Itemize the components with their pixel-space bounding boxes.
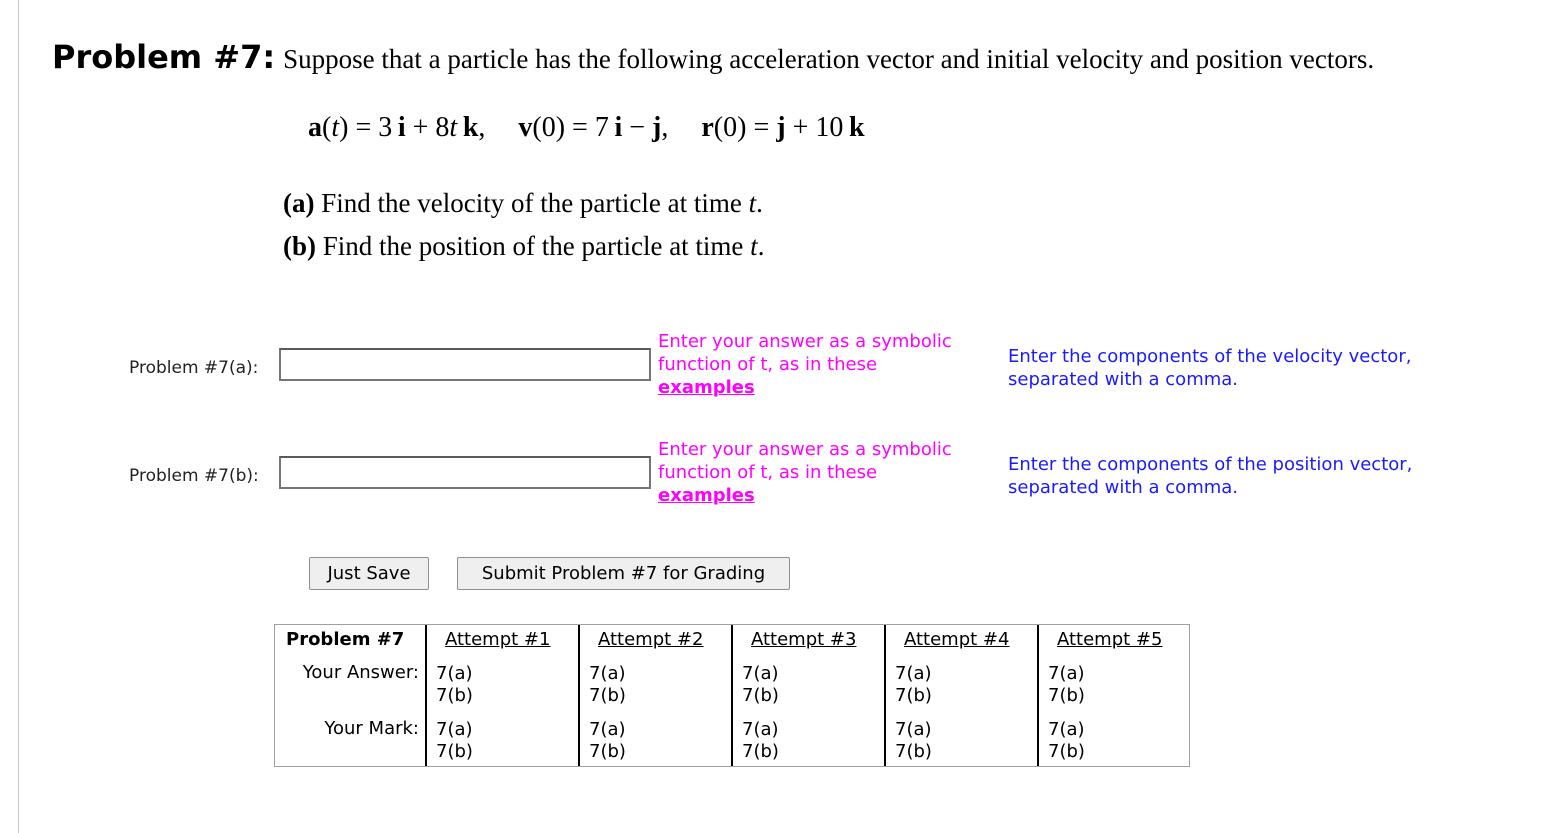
answer-b-hint-text: Enter your answer as a symbolic function of t, as in these [658,439,952,483]
unit-k: k [848,112,865,143]
mark-part-b: 7(b) [1048,741,1085,762]
attempt-column [731,625,884,766]
attempt-answer [436,663,473,707]
attempt-link[interactable]: Attempt #3 [751,629,857,650]
equals-sign: = [355,112,372,143]
attempt-answer [895,663,932,707]
unit-k: k [462,112,479,143]
mark-part-a: 7(a) [436,719,473,740]
part-a-label: (a) [283,188,315,218]
position-symbol: r [701,112,714,143]
attempt-column [884,625,1037,766]
time-var: t [750,231,758,261]
initial-arg: (0) [713,112,747,143]
attempt-link[interactable]: Attempt #1 [445,629,551,650]
plus-sign: + [792,112,809,143]
your-mark-label: Your Mark: [324,718,419,739]
initial-arg: (0) [532,112,566,143]
mark-part-a: 7(a) [742,719,779,740]
acceleration-symbol: a [308,112,322,143]
coef: 7 [594,112,609,143]
mark-part-a: 7(a) [589,719,626,740]
mark-part-b: 7(b) [436,741,473,762]
answer-part-b: 7(b) [1048,685,1085,706]
history-header: Problem #7 [286,629,405,650]
attempt-history-table [274,624,1190,767]
answer-b-hint [658,438,988,507]
part-a-question [283,188,763,219]
unit-i: i [614,112,623,143]
answer-a-hint-text: Enter your answer as a symbolic function of t, as in these [658,331,952,375]
part-b-label: (b) [283,231,316,261]
part-a-text: Find the velocity of the particle at time [321,188,742,218]
answer-part-b: 7(b) [589,685,626,706]
equals-sign: = [753,112,770,143]
answer-a-description: Enter the components of the velocity vector, separated with a comma. [1008,346,1412,390]
attempt-mark [1048,719,1085,763]
mark-part-b: 7(b) [742,741,779,762]
answer-b-input[interactable] [279,456,651,489]
answer-part-a: 7(a) [436,663,473,684]
attempt-mark [895,719,932,763]
answer-part-a: 7(a) [742,663,779,684]
problem-intro: Suppose that a particle has the following acceleration vector and initial velocity and position vectors. [283,44,1375,74]
unit-j: j [652,112,662,143]
answer-a-examples-link[interactable]: examples [658,377,755,398]
coef: 10 [815,112,844,143]
time-var: t [449,112,458,143]
attempt-column [578,625,731,766]
attempt-mark [589,719,626,763]
your-answer-label: Your Answer: [302,662,419,683]
answer-b-label: Problem #7(b): [129,466,259,486]
attempt-answer [1048,663,1085,707]
just-save-button[interactable]: Just Save [309,557,429,590]
answer-part-a: 7(a) [589,663,626,684]
mark-part-a: 7(a) [1048,719,1085,740]
answer-part-b: 7(b) [895,685,932,706]
attempt-link[interactable]: Attempt #2 [598,629,704,650]
velocity-symbol: v [518,112,533,143]
time-var: t [331,112,340,143]
problem-title: Problem #7: [52,38,276,76]
part-b-text: Find the position of the particle at time [322,231,744,261]
attempt-column [425,625,578,766]
comma: , [478,112,486,143]
submit-for-grading-button[interactable]: Submit Problem #7 for Grading [457,557,790,590]
attempt-column [1037,625,1190,766]
history-label-column [275,625,425,766]
answer-part-b: 7(b) [436,685,473,706]
attempt-link[interactable]: Attempt #4 [904,629,1010,650]
answer-b-description: Enter the components of the position vector, separated with a comma. [1008,454,1413,498]
attempt-mark [742,719,779,763]
coef: 8 [435,112,450,143]
problem-header [52,38,1374,76]
answer-part-b: 7(b) [742,685,779,706]
comma: , [661,112,669,143]
unit-i: i [397,112,406,143]
answer-part-a: 7(a) [1048,663,1085,684]
period: . [756,188,763,218]
mark-part-b: 7(b) [589,741,626,762]
time-var: t [748,188,757,218]
vector-equations: a(t) = 3 i + 8t k, v(0) = 7 i − j, r(0) = j + 10 k [308,112,865,143]
plus-sign: + [412,112,429,143]
answer-a-hint [658,330,988,399]
equals-sign: = [572,112,588,143]
mark-part-b: 7(b) [895,741,932,762]
mark-part-a: 7(a) [895,719,932,740]
answer-a-input[interactable] [279,348,651,381]
attempt-link[interactable]: Attempt #5 [1057,629,1163,650]
answer-part-a: 7(a) [895,663,932,684]
attempt-mark [436,719,473,763]
answer-b-examples-link[interactable]: examples [658,485,755,506]
minus-sign: − [629,112,646,143]
coef: 3 [378,112,393,143]
period: . [757,231,765,261]
answer-a-label: Problem #7(a): [129,358,259,378]
left-border [18,0,19,833]
attempt-answer [589,663,626,707]
unit-j: j [776,112,786,143]
part-b-question [283,231,764,262]
attempt-answer [742,663,779,707]
